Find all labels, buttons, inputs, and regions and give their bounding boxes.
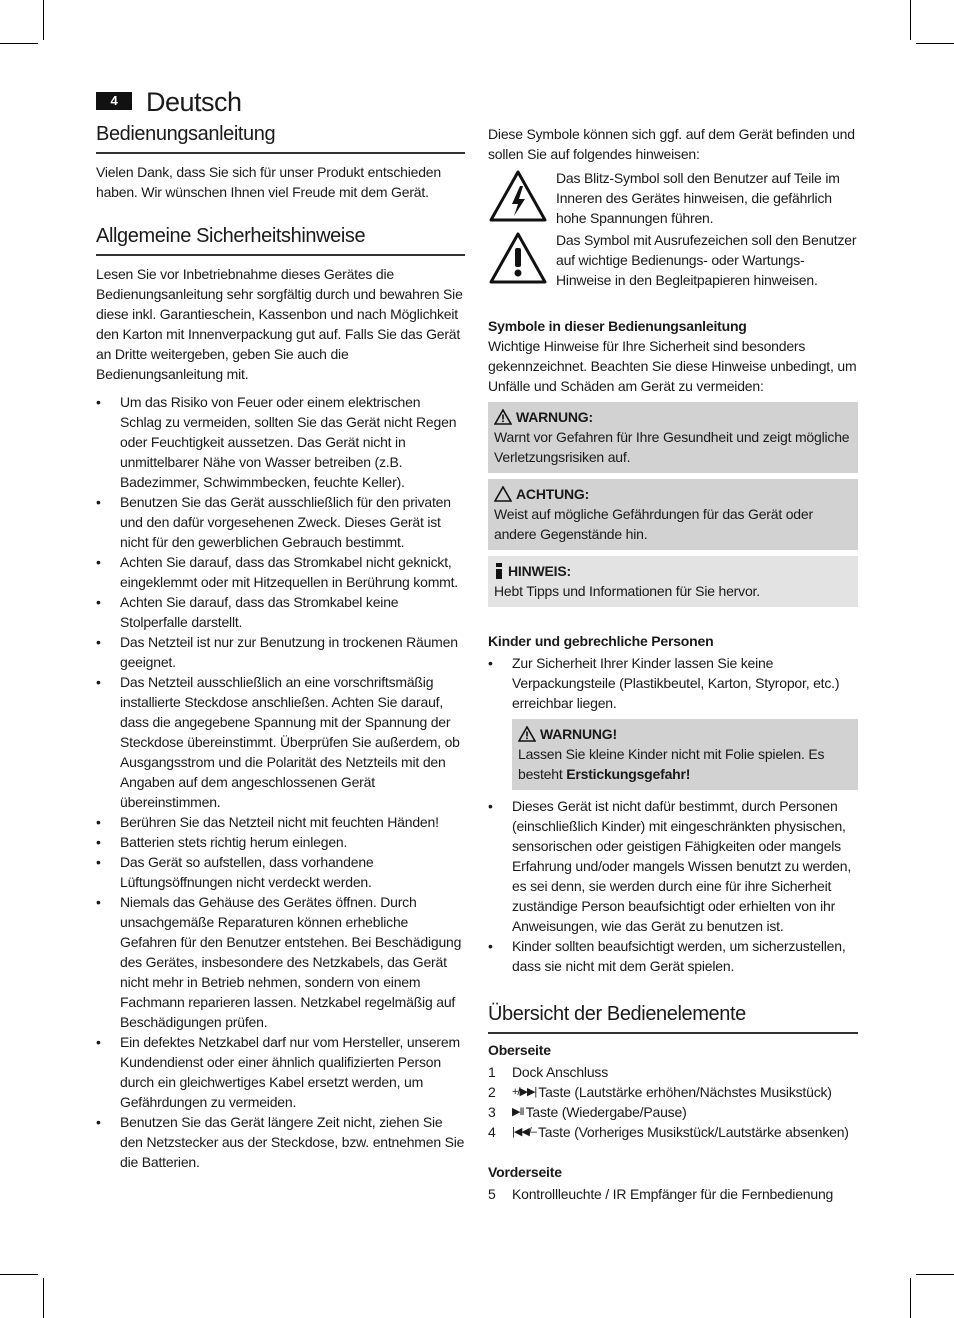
top-controls-list [488, 1062, 858, 1142]
language-title: Deutsch [146, 87, 242, 117]
item-text: Taste (Wiedergabe/Pause) [525, 1104, 687, 1120]
list-item: • Das Netzteil ist nur zur Benutzung in trockenen Räumen geeignet. [96, 632, 465, 672]
play-pause-symbol: ▶II [512, 1106, 524, 1118]
warning-triangle-icon [494, 486, 512, 502]
right-column [488, 124, 858, 1204]
high-voltage-triangle-icon [488, 168, 548, 226]
crop-mark [916, 1274, 954, 1275]
list-item: • Benutzen Sie das Gerät längere Zeit nicht, ziehen Sie den Netzstecker aus der Steckdose, bzw. entnehmen Sie die Batterien. [96, 1112, 465, 1172]
warning-box [488, 402, 858, 473]
list-item: • Berühren Sie das Netzteil nicht mit feuchten Händen! [96, 812, 465, 832]
list-item: • Zur Sicherheit Ihrer Kinder lassen Sie keine Verpackungsteile (Plastikbeutel, Karton, Styropor, etc.) erreichbar liegen. [488, 653, 858, 713]
manual-symbols-heading: Symbole in dieser Bedienungsanleitung [488, 318, 747, 334]
warning-triangle-icon [518, 726, 536, 742]
list-item [488, 1062, 858, 1082]
list-item: • Batterien stets richtig herum einlegen. [96, 832, 465, 852]
warning-text: Warnt vor Gefahren für Ihre Gesundheit und zeigt mögliche Verletzungsrisiken auf. [494, 429, 850, 465]
note-text: Hebt Tipps und Informationen für Sie hervor. [494, 583, 760, 599]
caution-title: ACHTUNG: [516, 486, 590, 502]
note-box-title [494, 561, 852, 581]
lightning-symbol-row [488, 168, 858, 228]
child-warning-text: Lassen Sie kleine Kinder nicht mit Folie spielen. Es besteht [518, 746, 825, 782]
list-item: • Dieses Gerät ist nicht dafür bestimmt, durch Personen (einschließlich Kinder) mit eingeschränkten physischen, sensorischen oder geistigen Fähigkeiten oder mangels Erfahrung und/oder mangels Wissen benutzt zu werden, es sei denn, sie werden durch eine für ihre Sicherheit zuständige Person beaufsichtigt oder erhielten von ihr Anweisungen, wie das Gerät zu benutzen ist. [488, 796, 858, 936]
item-text: Taste (Lautstärke erhöhen/Nächstes Musikstück) [538, 1084, 832, 1100]
list-item: • Das Netzteil ausschließlich an eine vorschriftsmäßig installierte Steckdose anschließen. Achten Sie darauf, dass die angegebene Spannung mit der Spannung der Steckdose übereinstimmt. Überprüfen Sie außerdem, ob Ausgangsstrom und die Polarität des Netzteils mit den Angaben auf dem angeschlossenen Gerät übereinstimmen. [96, 672, 465, 812]
list-item: • Niemals das Gehäuse des Gerätes öffnen. Durch unsachgemäße Reparaturen können erhebliche Gefahren für den Benutzer entstehen. Bei Beschädigung des Gerätes, insbesondere des Netzkabels, das Gerät nicht mehr in Betrieb nehmen, sondern von einem Fachmann reparieren lassen. Netzkabel regelmäßig auf Beschädigungen prüfen. [96, 892, 465, 1032]
note-title: HINWEIS: [508, 563, 571, 579]
crop-mark [910, 1278, 911, 1318]
item-number: 1 [488, 1064, 496, 1080]
manual-symbols-text: Wichtige Hinweise für Ihre Sicherheit sind besonders gekennzeichnet. Beachten Sie diese Hinweise unbedingt, um Unfälle und Schäden am Gerät zu vermeiden: [488, 338, 857, 394]
list-item [488, 1082, 858, 1102]
safety-bullet-list [96, 392, 465, 1172]
left-column [96, 120, 465, 1172]
child-warning-text-block [518, 744, 852, 784]
caution-box [488, 479, 858, 550]
manual-heading: Bedienungsanleitung [96, 120, 465, 154]
list-item [488, 1184, 858, 1204]
warning-title: WARNUNG: [516, 409, 593, 425]
list-item: • Das Gerät so aufstellen, dass vorhandene Lüftungsöffnungen nicht verdeckt werden. [96, 852, 465, 892]
list-item: • Ein defektes Netzkabel darf nur vom Hersteller, unserem Kundendienst oder einer ähnlich qualifizierten Person durch ein gleichwertiges Kabel ersetzt werden, um Gefährdungen zu vermeiden. [96, 1032, 465, 1112]
list-item: • Benutzen Sie das Gerät ausschließlich für den privaten und den dafür vorgesehenen Zweck. Dieses Gerät ist nicht für den gewerblichen Gebrauch bestimmt. [96, 492, 465, 552]
list-item: • Kinder sollten beaufsichtigt werden, um sicherzustellen, dass sie nicht mit dem Gerät spielen. [488, 936, 858, 976]
intro-paragraph: Vielen Dank, dass Sie sich für unser Produkt entschieden haben. Wir wünschen Ihnen viel Freude mit dem Gerät. [96, 164, 441, 200]
item-number: 5 [488, 1186, 496, 1202]
item-text: Kontrollleuchte / IR Empfänger für die Fernbedienung [512, 1186, 834, 1202]
note-box [488, 556, 858, 607]
overview-heading: Übersicht der Bedienelemente [488, 1000, 858, 1034]
crop-mark [0, 1274, 38, 1275]
child-warning-bold: Erstickungsgefahr! [566, 766, 691, 782]
child-warning-box-title [518, 724, 852, 744]
caution-box-title [494, 484, 852, 504]
list-item: • Um das Risiko von Feuer oder einem elektrischen Schlag zu vermeiden, sollten Sie das Gerät nicht Regen oder Feuchtigkeit aussetzen. Das Gerät nicht in unmittelbarer Nähe von Wasser betreiben (z.B. Badezimmer, Schwimmbecken, feuchte Keller). [96, 392, 465, 492]
item-number: 4 [488, 1124, 496, 1140]
list-item [488, 1102, 858, 1122]
children-bullet-list-2 [488, 796, 858, 976]
list-item: • Achten Sie darauf, dass das Stromkabel nicht geknickt, eingeklemmt oder mit Hitzequellen in Berührung kommt. [96, 552, 465, 592]
symbols-intro: Diese Symbole können sich ggf. auf dem Gerät befinden und sollen Sie auf folgendes hinweisen: [488, 126, 855, 162]
crop-mark [43, 1278, 44, 1318]
item-number: 3 [488, 1104, 496, 1120]
crop-mark [0, 43, 38, 44]
warning-box-title [494, 407, 852, 427]
previous-volume-down-symbol: |◀◀/– [512, 1126, 536, 1138]
front-controls-list [488, 1184, 858, 1204]
safety-heading: Allgemeine Sicherheitshinweise [96, 222, 465, 256]
exclamation-triangle-icon [488, 230, 548, 288]
child-warning-box [512, 719, 858, 790]
item-text: Taste (Vorheriges Musikstück/Lautstärke absenken) [537, 1124, 849, 1140]
children-heading: Kinder und gebrechliche Personen [488, 633, 714, 649]
page-number-badge: 4 [96, 92, 132, 110]
warning-triangle-icon [494, 409, 512, 425]
children-bullet-list [488, 653, 858, 713]
exclamation-symbol-row [488, 230, 858, 290]
crop-mark [910, 0, 911, 40]
safety-intro-paragraph: Lesen Sie vor Inbetriebnahme dieses Gerätes die Bedienungsanleitung sehr sorgfältig durch und bewahren Sie diese inkl. Garantieschein, Kassenbon und nach Möglichkeit den Karton mit Innenverpackung gut auf. Falls Sie das Gerät an Dritte weitergeben, geben Sie auch die Bedienungsanleitung mit. [96, 266, 463, 382]
list-item: • Achten Sie darauf, dass das Stromkabel keine Stolperfalle darstellt. [96, 592, 465, 632]
child-warning-title: WARNUNG! [540, 726, 617, 742]
info-i-icon [494, 563, 504, 579]
list-item [488, 1122, 858, 1142]
crop-mark [43, 0, 44, 40]
lightning-symbol-text: Das Blitz-Symbol soll den Benutzer auf Teile im Inneren des Gerätes hinweisen, die gefährlich hohe Spannungen führen. [556, 170, 840, 226]
crop-mark [916, 43, 954, 44]
top-side-heading: Oberseite [488, 1042, 551, 1058]
volume-up-next-symbol: +/▶▶| [512, 1086, 537, 1098]
caution-text: Weist auf mögliche Gefährdungen für das Gerät oder andere Gegenstände hin. [494, 506, 813, 542]
item-text: Dock Anschluss [512, 1064, 609, 1080]
exclamation-symbol-text: Das Symbol mit Ausrufezeichen soll den Benutzer auf wichtige Bedienungs- oder Wartungs-Hinweise in den Begleitpapieren hinweisen. [556, 232, 857, 288]
front-side-heading: Vorderseite [488, 1164, 562, 1180]
item-number: 2 [488, 1084, 496, 1100]
